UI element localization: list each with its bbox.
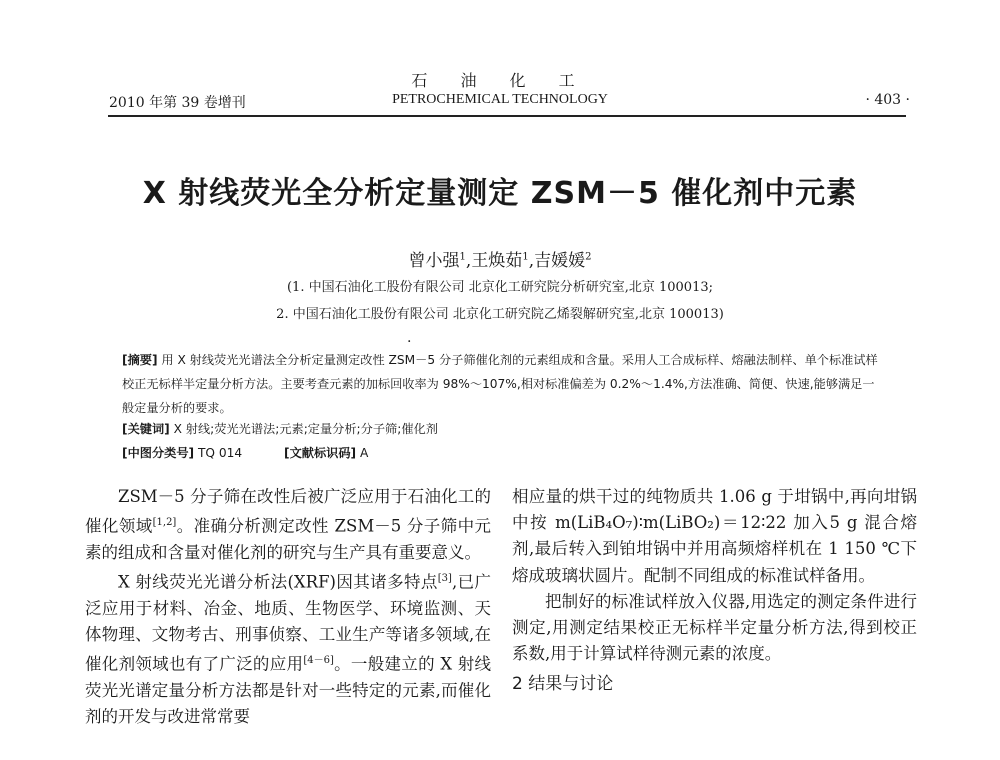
classification — [122, 444, 368, 461]
body-right-column — [512, 484, 917, 698]
author-affil-sup: 1 — [522, 251, 529, 263]
author-list: 曾小强$^1$,王焕茹$^1$,吉媛媛$^2$ — [408, 251, 592, 271]
author-name: 王焕茹 — [471, 251, 523, 271]
abstract-label: [摘要] — [122, 353, 158, 367]
paragraph: 相应量的烘干过的纯物质共 1.06 g 于坩锅中,再向坩锅中按 m(LiB₄O₇)∶m(LiBO₂)＝12∶22 加入5 g 混合熔剂,最后转入到铂坩锅中并用高频熔样机在 1 150 ℃下熔成玻璃状圆片。配制不同组成的标准试样备用。 — [512, 487, 917, 585]
abstract — [122, 348, 878, 420]
issue-info: 2010 年第 39 卷增刊 — [109, 95, 246, 111]
text-run: 。准确分析测定改性 ZSM－5 分子筛中元素的组成和含量对催化剂的研究与生产具有重要意义。 — [85, 516, 491, 562]
author-name: 曾小强 — [408, 251, 460, 271]
affiliation-2: 2. 中国石油化工股份有限公司 北京化工研究院乙烯裂解研究室,北京 100013) — [276, 307, 724, 322]
paragraph — [85, 484, 491, 566]
clc-label: [中图分类号] — [122, 446, 195, 460]
stray-dot: . — [407, 330, 412, 346]
abstract-text: 用 X 射线荧光光谱法全分析定量测定改性 ZSM－5 分子筛催化剂的元素组成和含量。采用人工合成标样、熔融法制样、单个标准试样校正无标样半定量分析方法。主要考查元素的加标回收率为 98%～107%,相对标准偏差为 0.2%～1.4%,方法准确、简便、快速,能够满足一般定量分析的要求。 — [122, 353, 878, 415]
journal-name-cn: 石 油 化 工 — [411, 71, 589, 90]
paragraph — [85, 566, 491, 730]
page-number: · 403 · — [865, 92, 910, 108]
header-rule — [108, 115, 906, 117]
section-heading: 2 结果与讨论 — [512, 674, 614, 695]
author-name: 吉媛媛 — [534, 251, 586, 271]
citation: [4－6] — [303, 655, 334, 667]
doc-code-label: [文献标识码] — [284, 446, 357, 460]
paragraph: 把制好的标准试样放入仪器,用选定的测定条件进行测定,用测定结果校正无标样半定量分析方法,得到校正系数,用于计算试样待测元素的浓度。 — [512, 591, 917, 664]
article-title: X 射线荧光全分析定量测定 ZSM－5 催化剂中元素 — [142, 176, 858, 211]
body-left-column — [85, 484, 491, 730]
citation: [1,2] — [152, 517, 177, 529]
clc-value: TQ 014 — [197, 446, 243, 460]
affiliation-1: (1. 中国石油化工股份有限公司 北京化工研究院分析研究室,北京 100013; — [286, 280, 713, 295]
text-run: 。一般建立的 X 射线荧光光谱定量分析方法都是针对一些特定的元素,而催化剂的开发与改进常常要 — [85, 654, 492, 727]
citation: [3] — [437, 573, 452, 585]
keywords-label: [关键词] — [122, 422, 170, 436]
text-run: ,已广泛应用于材料、冶金、地质、生物医学、环境监测、天体物理、文物考古、刑事侦察、工业生产等诸多领域,在催化剂领域也有了广泛的应用 — [85, 572, 491, 674]
author-affil-sup: 1 — [459, 251, 466, 263]
keywords-text: X 射线;荧光光谱法;元素;定量分析;分子筛;催化剂 — [173, 422, 438, 436]
keywords — [122, 420, 438, 437]
text-run: X 射线荧光光谱分析法(XRF)因其诸多特点 — [118, 572, 438, 592]
author-affil-sup: 2 — [585, 251, 592, 263]
journal-name-en: PETROCHEMICAL TECHNOLOGY — [392, 92, 608, 107]
text-run: ZSM－5 分子筛在改性后被广泛应用于石油化工的催化领域 — [85, 487, 491, 536]
doc-code-value: A — [359, 446, 369, 460]
